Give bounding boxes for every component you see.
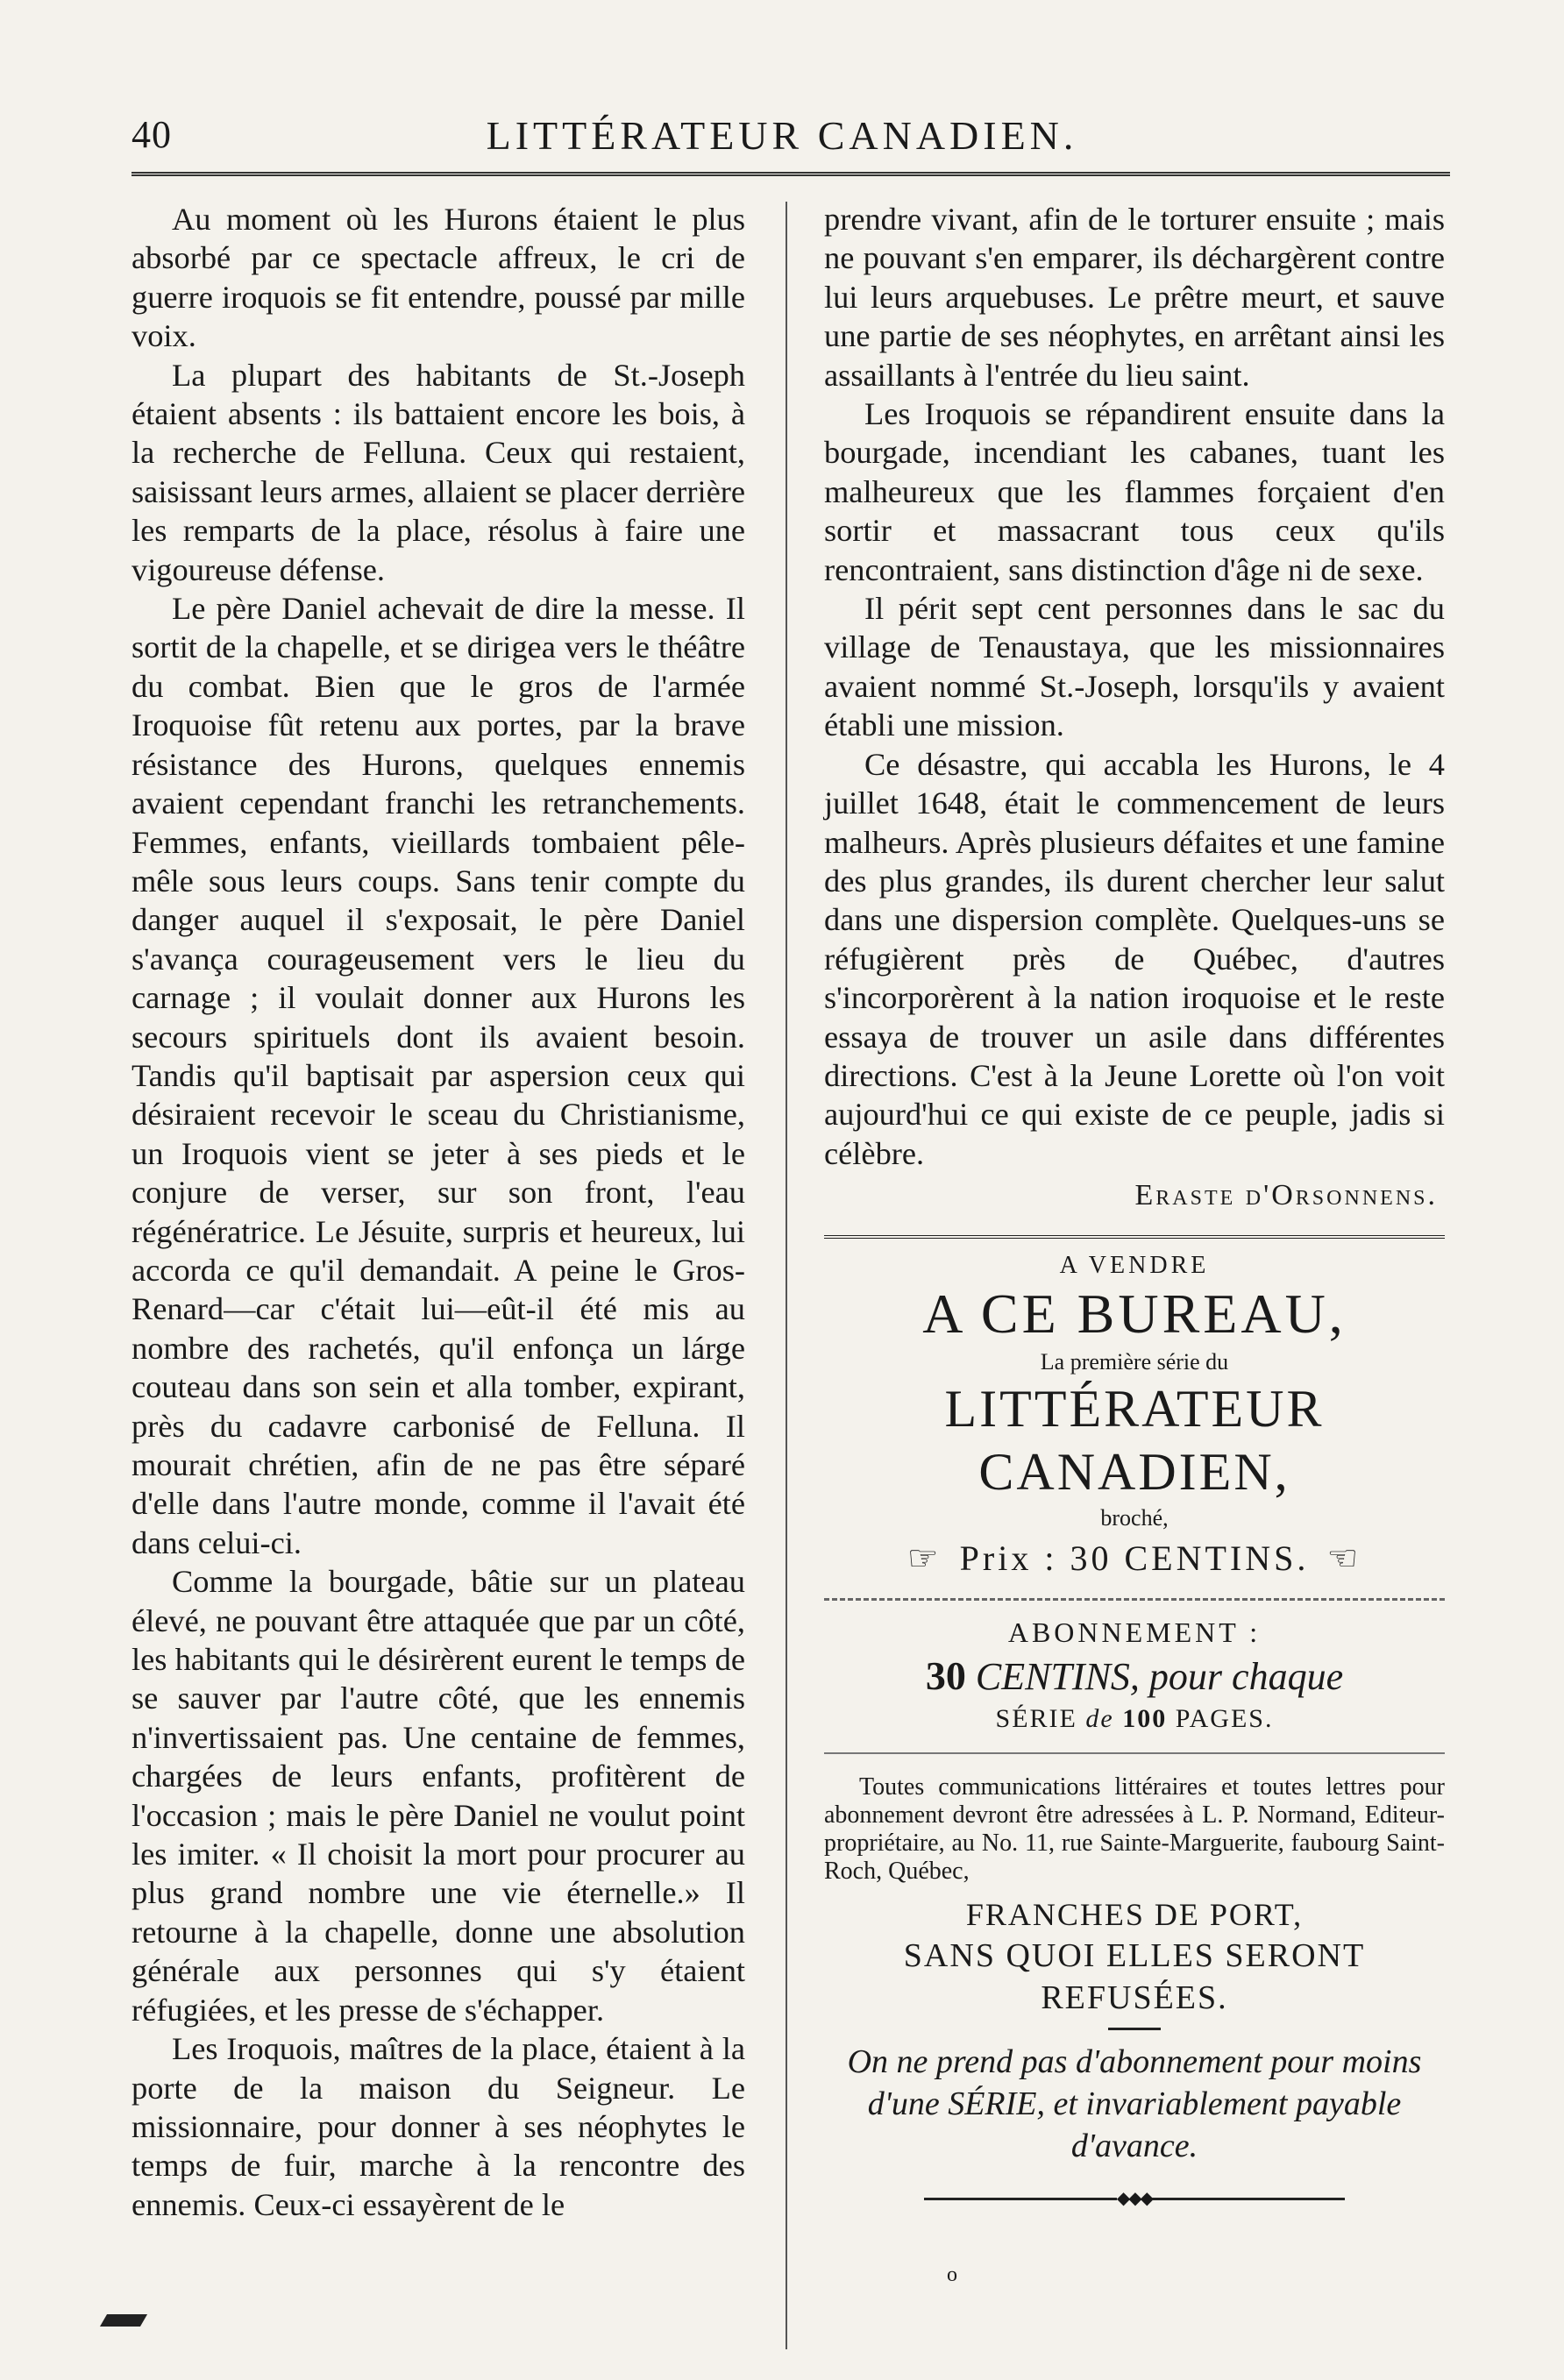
advert-separator	[824, 1752, 1445, 1754]
subscription-notice: Toutes communications littéraires et toutes lettres pour abonnement devront être adressées à L. P. Normand, Editeur-propriétaire, au No. 11, rue Sainte-Marguerite, faubourg Saint-Roch, Québec,	[824, 1773, 1445, 1885]
litterateur-heading: LITTÉRATEUR CANADIEN,	[944, 1379, 1325, 1501]
price-text: Prix : 30 CENTINS.	[959, 1538, 1310, 1578]
a-vendre-label: A VENDRE	[1059, 1251, 1210, 1279]
paragraph: Ce désastre, qui accabla les Hurons, le 4 juillet 1648, était le commencement de leurs malheurs. Après plusieurs défaites et une famine des plus grandes, ils durent chercher leur salut dans une dispersion complète. Quelques-uns se réfugièrent près de Québec, d'autres s'incorporèrent à la nation iroquoise et le reste essaya de trouver un asile dans différentes directions. C'est à la Jeune Lorette où l'on voit aujourd'hui ce qui existe de ce peuple, jadis si célèbre.	[824, 746, 1445, 1171]
footer-mark: o	[947, 2263, 957, 2286]
serie-pages-word: PAGES.	[1175, 1703, 1274, 1733]
serie-page-count: 100	[1122, 1703, 1168, 1733]
abonnement-heading: ABONNEMENT :	[1007, 1616, 1262, 1648]
serie-pages-line	[824, 1702, 1445, 1737]
corner-ink-mark	[100, 2314, 147, 2327]
paragraph: Les Iroquois se répandirent ensuite dans la bourgade, incendiant les cabanes, tuant les malheureux que les flammes forçaient d'en sortir et massacrant tous ceux qu'ils rencontraient, sans distinction d'âge ni de sexe.	[824, 396, 1445, 587]
franchises-line-2: SANS QUOI ELLES SERONT	[903, 1936, 1366, 1974]
advert-dashed-rule	[824, 1598, 1445, 1601]
premiere-serie-line: La première série du	[1040, 1348, 1229, 1375]
subscription-price	[824, 1652, 1445, 1702]
right-column	[824, 200, 1445, 2218]
franchises-line-3: REFUSÉES.	[1041, 1979, 1228, 2016]
broche-line: broché,	[1100, 1504, 1169, 1531]
serie-word: SÉRIE	[995, 1703, 1077, 1733]
page-number: 40	[132, 113, 172, 156]
left-column	[132, 200, 745, 2224]
subscription-terms: On ne prend pas d'abonnement pour moins d'une SÉRIE, et invariablement payable d'avance.	[847, 2043, 1422, 2164]
subscription-unit: CENTINS, pour chaque	[975, 1654, 1344, 1698]
paragraph: Comme la bourgade, bâtie sur un plateau élevé, ne pouvant être attaquée que par un côté, les habitants qui le désirèrent eurent le temps de se sauver par l'autre côté, que les ennemis n'invertissaient pas. Une centaine de femmes, chargées de leurs enfants, profitèrent de l'occasion ; mais le père Daniel ne voulut point les imiter. « Il choisit la mort pour procurer au plus grand nombre une vie éternelle.» Il retourne à la chapelle, donne une absolution générale aux personnes qui s'y étaient réfugiées, et les presse de s'échapper.	[132, 1564, 745, 2028]
fleuron-ornament: ◆◆◆	[824, 2179, 1445, 2218]
paragraph: Le père Daniel achevait de dire la messe. Il sortit de la chapelle, et se dirigea vers le théâtre du combat. Bien que le gros de l'armée Iroquoise fût retenu aux portes, par la brave résistance des Hurons, quelques ennemis avaient cependant franchi les retranchements. Femmes, enfants, vieillards tombaient pêle-mêle sous leurs coups. Sans tenir compte du danger auquel il s'exposait, le père Daniel s'avança courageusement vers le lieu du carnage ; il voulait donner aux Hurons les secours spirituels dont ils avaient besoin. Tandis qu'il baptisait par aspersion ceux qui désiraient recevoir le sceau du Christianisme, un Iroquois vient se jeter à ses pieds et le conjure de verser, sur son front, l'eau régénératrice. Le Jésuite, surpris et heureux, lui accorda ce qu'il demandait. A peine le Gros-Renard—car c'était lui—eût-il été mis au nombre des rachetés, qu'il enfonça un lárge couteau dans son sein et alla tomber, expirant, près du cadavre carbonisé de Felluna. Il mourait chrétien, afin de ne pas être séparé d'elle dans l'autre monde, comme il l'avait été dans celui-ci.	[132, 591, 745, 1560]
paragraph: Il périt sept cent personnes dans le sac du village de Tenaustaya, que les missionnaires avaient nommé St.-Joseph, lorsqu'ils y avaient établi une mission.	[824, 591, 1445, 743]
paragraph: prendre vivant, afin de le torturer ensuite ; mais ne pouvant s'en emparer, ils déchargèrent contre lui leurs arquebuses. Le prêtre meurt, et sauve une partie de ses néophytes, en arrêtant ainsi les assaillants à l'entrée du lieu saint.	[824, 202, 1445, 393]
advertisement	[824, 1251, 1445, 2218]
paragraph: La plupart des habitants de St.-Joseph étaient absents : ils battaient encore les bois, à la recherche de Felluna. Ceux qui restaient, saisissant leurs armes, allaient se placer derrière les remparts de la place, résolus à faire une vigoureuse défense.	[132, 357, 745, 587]
column-divider	[786, 202, 787, 2349]
price-row	[824, 1533, 1445, 1584]
serie-de: de	[1085, 1703, 1114, 1733]
author-signature: Eraste d'Orsonnens.	[1134, 1179, 1438, 1212]
subscription-amount: 30	[925, 1652, 966, 1698]
running-head: LITTÉRATEUR CANADIEN.	[486, 113, 1078, 158]
ce-bureau-heading: A CE BUREAU,	[922, 1282, 1347, 1345]
short-rule	[1108, 2028, 1161, 2030]
pointing-hand-right-icon: ☞	[906, 1538, 942, 1578]
advert-top-rule	[824, 1235, 1445, 1239]
franchises-line-1: FRANCHES DE PORT,	[965, 1896, 1304, 1932]
pointing-hand-left-icon: ☜	[1326, 1538, 1362, 1578]
header-rule	[132, 172, 1450, 176]
paragraph: Au moment où les Hurons étaient le plus absorbé par ce spectacle affreux, le cri de guerre iroquois se fit entendre, poussé par mille voix.	[132, 202, 745, 354]
paragraph: Les Iroquois, maîtres de la place, étaient à la porte de la maison du Seigneur. Le missionnaire, pour donner à ses néophytes le temps de fuir, marche à la rencontre des ennemis. Ceux-ci essayèrent de le	[132, 2031, 745, 2222]
